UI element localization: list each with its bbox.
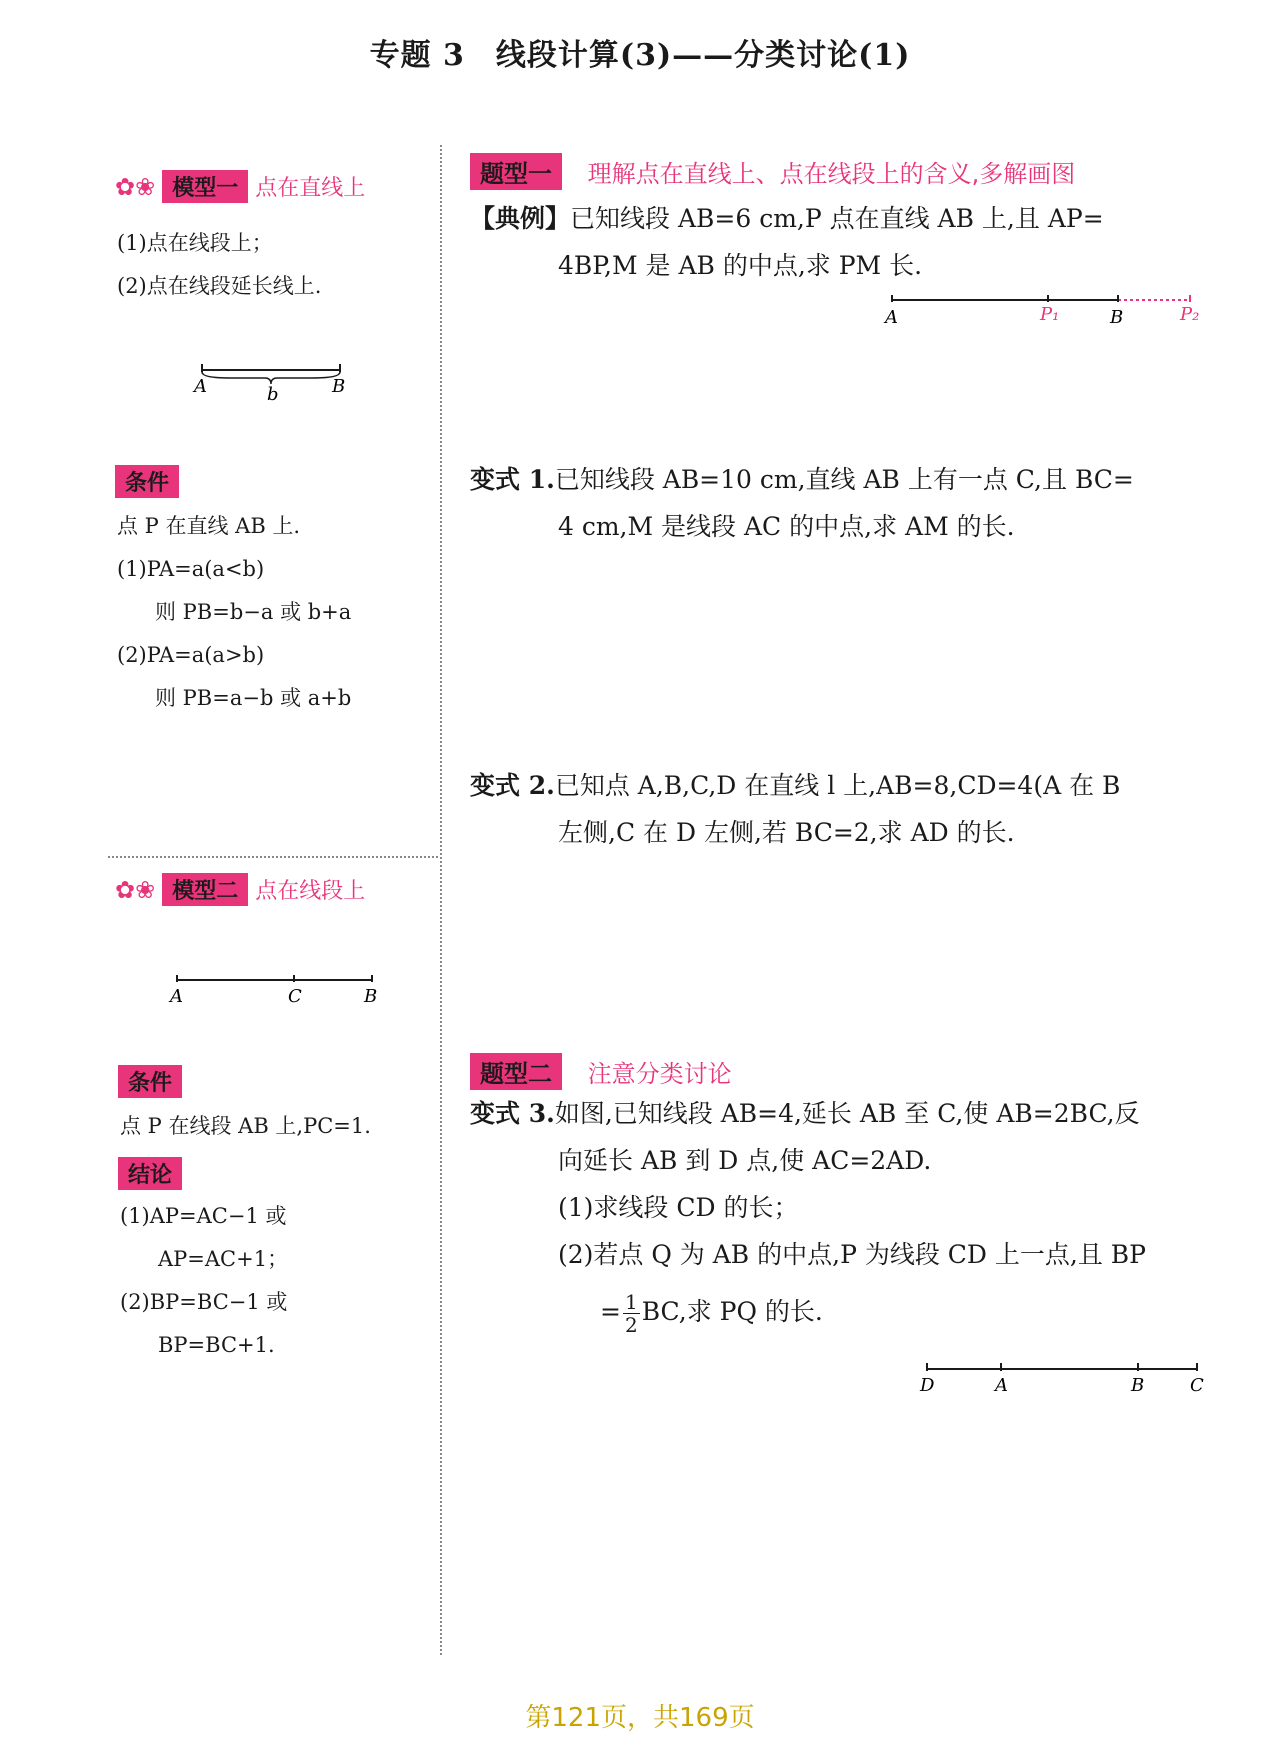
variant1-line: 4 cm,M 是线段 AC 的中点,求 AM 的长. <box>558 512 1015 541</box>
cond1-lines <box>117 505 351 720</box>
variant2 <box>470 762 1120 856</box>
concl-tag: 结论 <box>118 1157 182 1190</box>
fraction-one-half <box>623 1291 640 1336</box>
type1-header <box>470 153 1075 190</box>
cond1-header <box>115 465 179 498</box>
cond2-lines <box>120 1105 371 1148</box>
brace <box>202 372 340 384</box>
label-c: C <box>288 986 302 1007</box>
variant3-line <box>470 1288 1146 1336</box>
concl-header <box>118 1157 182 1190</box>
example-line: 已知线段 AB=6 cm,P 点在直线 AB 上,且 AP= <box>570 204 1104 233</box>
example-prefix: 【典例】 <box>470 204 571 233</box>
label-a: A <box>995 1375 1008 1396</box>
label-d: D <box>920 1375 935 1396</box>
column-divider <box>440 145 442 1655</box>
cond1-line: 则 PB=b−a 或 b+a <box>155 600 352 624</box>
variant2-prefix: 变式 2. <box>470 771 555 800</box>
label-c: C <box>1190 1375 1204 1396</box>
type2-desc: 注意分类讨论 <box>587 1060 732 1088</box>
label-a: A <box>194 376 207 397</box>
example <box>470 195 1104 289</box>
fraction-denominator: 2 <box>624 1313 638 1337</box>
model1-items <box>117 222 321 308</box>
section-divider <box>108 856 438 858</box>
model1-header <box>115 170 365 203</box>
model1-figure <box>190 360 350 405</box>
example-figure <box>880 285 1210 330</box>
concl-line: (1)AP=AC−1 或 <box>120 1204 287 1228</box>
model1-name: 点在直线上 <box>255 176 366 201</box>
example-line: 4BP,M 是 AB 的中点,求 PM 长. <box>558 251 923 280</box>
cond2-tag: 条件 <box>118 1065 182 1098</box>
variant3-line: 如图,已知线段 AB=4,延长 AB 至 C,使 AB=2BC,反 <box>554 1099 1140 1128</box>
cond1-line: (2)PA=a(a>b) <box>117 643 265 667</box>
label-a: A <box>885 307 898 328</box>
model1-item: (2)点在线段延长线上. <box>117 274 322 298</box>
model1-item: (1)点在线段上； <box>117 231 273 255</box>
fraction-numerator: 1 <box>624 1290 638 1314</box>
cond1-line: (1)PA=a(a<b) <box>117 557 265 581</box>
variant3-line: (1)求线段 CD 的长； <box>558 1193 799 1222</box>
label-b: B <box>332 376 346 397</box>
variant3-line: (2)若点 Q 为 AB 的中点,P 为线段 CD 上一点,且 BP <box>558 1240 1146 1269</box>
model2-header <box>115 873 365 906</box>
model1-tag: 模型一 <box>162 170 248 203</box>
equals-sign: = <box>600 1297 621 1326</box>
flower-icon: ✿❀ <box>115 173 156 201</box>
variant1-prefix: 变式 1. <box>470 465 555 494</box>
label-b: B <box>1131 1375 1145 1396</box>
label-b-length: b <box>267 384 279 405</box>
type2-header <box>470 1053 732 1090</box>
concl-line: AP=AC+1； <box>158 1247 289 1271</box>
variant3-line-tail: BC,求 PQ 的长. <box>641 1297 823 1326</box>
cond1-line: 则 PB=a−b 或 a+b <box>155 686 352 710</box>
concl-lines <box>120 1195 288 1367</box>
variant3-line: 向延长 AB 到 D 点,使 AC=2AD. <box>558 1146 932 1175</box>
flower-icon: ✿❀ <box>115 876 156 904</box>
page-title: 专题 3 线段计算(3)——分类讨论(1) <box>369 38 911 73</box>
cond2-line: 点 P 在线段 AB 上,PC=1. <box>120 1114 371 1138</box>
label-b: B <box>1110 307 1124 328</box>
variant3-figure <box>915 1355 1215 1397</box>
type1-tag: 题型一 <box>470 153 562 190</box>
label-a: A <box>170 986 183 1007</box>
label-p2: P₂ <box>1180 304 1200 325</box>
variant3-prefix: 变式 3. <box>470 1099 555 1128</box>
variant3 <box>470 1090 1146 1336</box>
cond1-line: 点 P 在直线 AB 上. <box>117 514 301 538</box>
model2-figure <box>165 970 385 1010</box>
variant2-line: 左侧,C 在 D 左侧,若 BC=2,求 AD 的长. <box>558 818 1015 847</box>
variant1 <box>470 456 1134 550</box>
page-indicator: 第121页，共169页 <box>525 1703 755 1733</box>
model2-name: 点在线段上 <box>255 879 366 904</box>
label-p1: P₁ <box>1040 304 1060 325</box>
cond1-tag: 条件 <box>115 465 179 498</box>
label-b: B <box>364 986 378 1007</box>
type1-desc: 理解点在直线上、点在线段上的含义,多解画图 <box>587 160 1076 188</box>
concl-line: BP=BC+1. <box>158 1333 275 1357</box>
variant2-line: 已知点 A,B,C,D 在直线 l 上,AB=8,CD=4(A 在 B <box>554 771 1121 800</box>
concl-line: (2)BP=BC−1 或 <box>120 1290 288 1314</box>
type2-tag: 题型二 <box>470 1053 562 1090</box>
cond2-header <box>118 1065 182 1098</box>
variant1-line: 已知线段 AB=10 cm,直线 AB 上有一点 C,且 BC= <box>554 465 1134 494</box>
model2-tag: 模型二 <box>162 873 248 906</box>
